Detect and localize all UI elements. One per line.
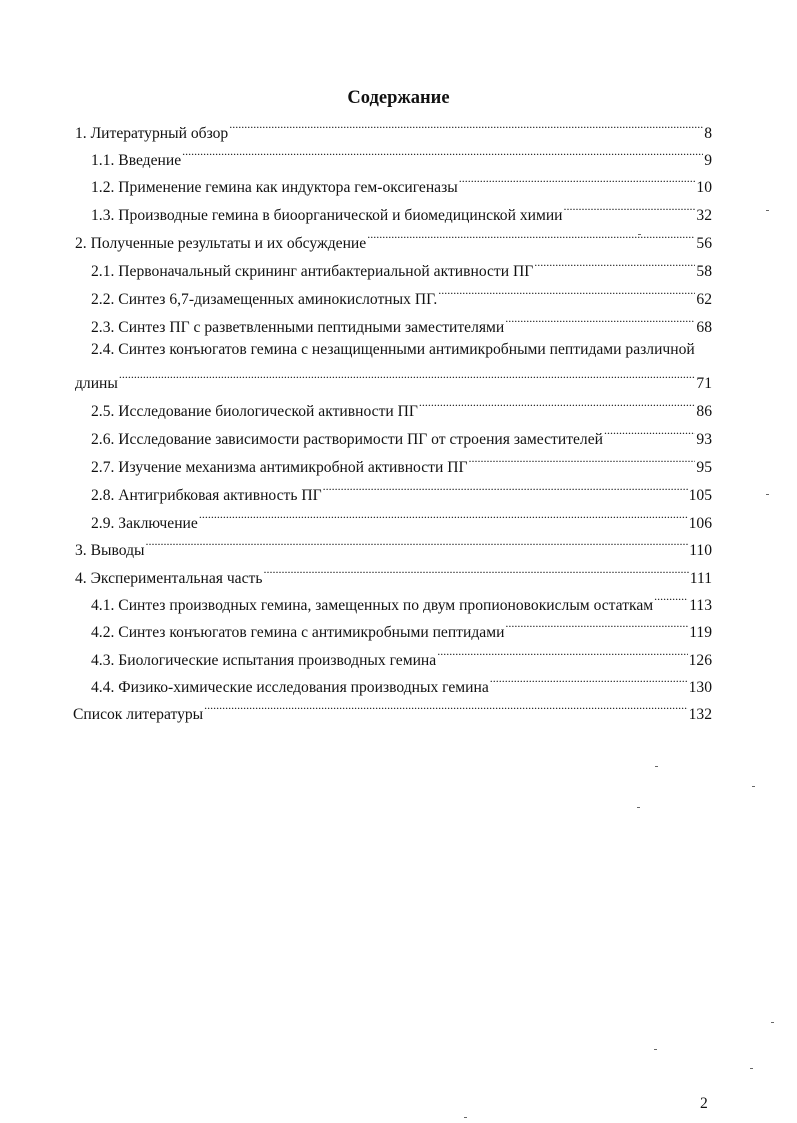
toc-entry[interactable] (91, 480, 712, 506)
dot-leader (505, 312, 695, 332)
toc-entry-page: 110 (689, 542, 712, 559)
toc-entry[interactable] (91, 172, 712, 198)
toc-entry-page: 32 (696, 207, 712, 224)
toc-entry[interactable] (91, 617, 712, 643)
toc-entry-page: 113 (689, 597, 712, 614)
toc-entry[interactable] (91, 590, 712, 616)
toc-entry[interactable] (75, 535, 712, 561)
toc-entry-label: 4.1. Синтез производных гемина, замещенных по двум пропионовокислым остаткам (91, 597, 654, 614)
toc-entry-page: 71 (696, 375, 712, 392)
toc-entry[interactable] (91, 645, 712, 671)
dot-leader (490, 672, 688, 692)
toc-entry-label: 4. Экспериментальная часть (75, 570, 263, 587)
dot-leader (204, 699, 687, 719)
toc-entry-page: 111 (689, 570, 712, 587)
toc-entry-page: 10 (696, 179, 712, 196)
scan-speck (637, 807, 640, 808)
toc-entry-page: 105 (688, 487, 712, 504)
toc-entry[interactable] (73, 699, 712, 725)
dot-leader (367, 228, 695, 248)
toc-entry[interactable] (75, 228, 712, 254)
toc-entry-label: 1.3. Производные гемина в биоорганической и биомедицинской химии (91, 207, 563, 224)
dot-leader (199, 508, 688, 528)
toc-entry-label: 2.8. Антигрибковая активность ПГ (91, 487, 322, 504)
toc-entry-page: 119 (689, 624, 712, 641)
dot-leader (459, 172, 696, 192)
toc-entry[interactable] (91, 396, 712, 422)
scan-speck (771, 1022, 774, 1023)
toc-entry[interactable] (91, 200, 712, 226)
toc-entry-label: 2.1. Первоначальный скрининг антибактериальной активности ПГ (91, 263, 534, 280)
toc-entry-page: 9 (704, 152, 712, 169)
dot-leader (564, 200, 696, 220)
toc-entry-page: 58 (696, 263, 712, 280)
scan-speck (654, 1049, 657, 1050)
toc-entry-label: 1.1. Введение (91, 152, 182, 169)
toc-entry-page: 8 (704, 125, 712, 142)
dot-leader (437, 645, 687, 665)
toc-entry-page: 106 (688, 515, 712, 532)
toc-entry-page: 126 (688, 652, 712, 669)
toc-entry-page: 130 (688, 679, 712, 696)
scan-speck (752, 786, 755, 787)
toc-entry-label: 2.3. Синтез ПГ с разветвленными пептидными заместителями (91, 319, 505, 336)
toc-entry-label: 2.7. Изучение механизма антимикробной активности ПГ (91, 459, 468, 476)
toc-entry-label: 4.3. Биологические испытания производных гемина (91, 652, 437, 669)
toc-entry[interactable] (91, 284, 712, 310)
toc-entry-label: 2.5. Исследование биологической активности ПГ (91, 403, 418, 420)
scan-speck (464, 1117, 467, 1118)
dot-leader (505, 617, 688, 637)
toc-entry[interactable] (91, 145, 712, 171)
toc-entry-page: 95 (696, 459, 712, 476)
dot-leader (229, 118, 703, 138)
scan-speck (638, 234, 641, 235)
scan-speck (655, 766, 658, 767)
dot-leader (419, 396, 696, 416)
toc-entry-page: 56 (696, 235, 712, 252)
page-title: Содержание (347, 88, 450, 108)
toc-entry[interactable] (75, 118, 712, 144)
toc-entry-page: 62 (696, 291, 712, 308)
toc-entry-page: 132 (688, 706, 712, 723)
dot-leader (323, 480, 688, 500)
toc-entry[interactable] (91, 508, 712, 534)
scan-speck (766, 210, 769, 211)
toc-entry-label: 3. Выводы (75, 542, 145, 559)
dot-leader (604, 424, 695, 444)
toc-entry-label-continued: длины (75, 375, 118, 392)
dot-leader (469, 452, 696, 472)
toc-entry-label: Список литературы (73, 706, 204, 723)
toc-entry-label: 2.6. Исследование зависимости растворимости ПГ от строения заместителей (91, 431, 603, 448)
toc-entry-page: 86 (696, 403, 712, 420)
toc-entry-label: 1.2. Применение гемина как индуктора гем-оксигеназы (91, 179, 458, 196)
page-number: 2 (700, 1095, 708, 1112)
dot-leader (119, 368, 696, 388)
toc-entry[interactable] (75, 368, 712, 394)
toc-entry-label: 2.2. Синтез 6,7-дизамещенных аминокислотных ПГ. (91, 291, 438, 308)
toc-entry-page: 68 (696, 319, 712, 336)
dot-leader (438, 284, 695, 304)
toc-entry-label: 2.9. Заключение (91, 515, 198, 532)
toc-entry[interactable] (75, 563, 712, 589)
toc-entry[interactable] (91, 452, 712, 478)
dot-leader (263, 563, 688, 583)
dot-leader (534, 256, 695, 276)
toc-entry[interactable] (91, 424, 712, 450)
dot-leader (654, 590, 688, 610)
dot-leader (146, 535, 689, 555)
toc-entry[interactable] (91, 672, 712, 698)
toc-entry-label: 2. Полученные результаты и их обсуждение (75, 235, 367, 252)
scan-speck (766, 494, 769, 495)
scan-speck (750, 1068, 753, 1069)
toc-entry[interactable] (91, 312, 712, 338)
toc-entry-label: 4.2. Синтез конъюгатов гемина с антимикробными пептидами (91, 624, 505, 641)
toc-entry[interactable] (91, 256, 712, 282)
toc-entry-page: 93 (696, 431, 712, 448)
toc-entry-label: 1. Литературный обзор (75, 125, 229, 142)
dot-leader (182, 145, 703, 165)
toc-entry-label[interactable]: 2.4. Синтез конъюгатов гемина с незащищенными антимикробными пептидами различной (91, 341, 695, 358)
toc-entry-label: 4.4. Физико-химические исследования производных гемина (91, 679, 489, 696)
